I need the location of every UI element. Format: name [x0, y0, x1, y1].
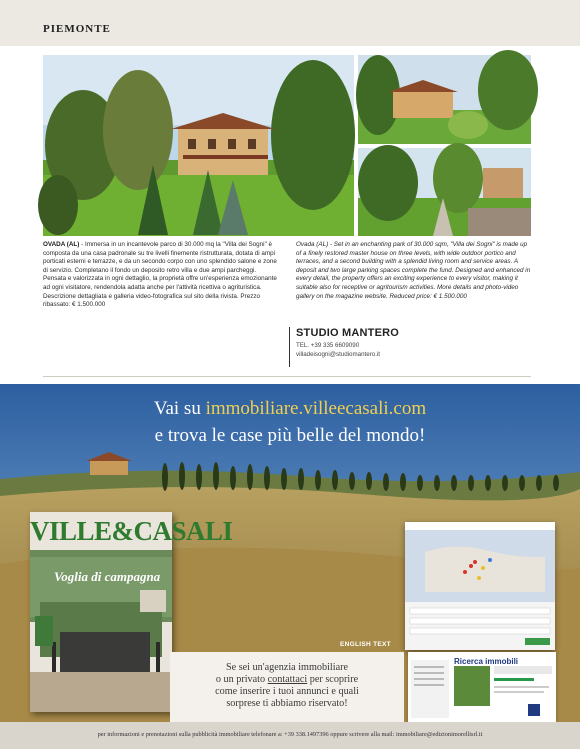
english-text-label: ENGLISH TEXT — [340, 641, 391, 648]
website-link[interactable]: immobiliare.villeecasali.com — [205, 398, 427, 419]
contact-line-2-post: per scoprire — [307, 674, 359, 685]
contact-link[interactable]: contattaci — [267, 674, 308, 685]
magazine-subtitle: Voglia di campagna — [54, 569, 161, 584]
magazine-cover — [30, 512, 233, 712]
listing-text-english: Ovada (AL) - Set in an enchanting park of 30.000 sqm, "Villa dei Sogni" is made up of a finely restored master house on three levels, with wide outdoor portico and terraces, and a second building with a splendid living room and service areas. A deposit and two large parking spaces complete the fund. Designed and enhanced in every detail, the property offers an exciting experience to every visitor, making it suitable also for receptive or agritourism activities. More details and photo-video gallery on the magazine website. Reduced price: € 1.500.000 — [296, 241, 531, 300]
footer-contact-text: per informazioni e prenotazioni sulla pubblicità immobiliare telefonare a: +39 338.1497396 oppure scrivere alla mail: immobiliare@edizionimorellisrl.it — [97, 731, 483, 738]
listing-body-it: - Immersa in un incantevole parco di 30.000 mq la "Villa dei Sogni" è composta da una casa padronale su tre livelli finemente ristrutturata, dotata di ampi porticati esterni e terrazze, e da un secondo corpo con uno splendido salone e zone di servizio. Completano il fondo un deposito retro villa e due ampi parcheggi. Pensata e valorizzata in ogni dettaglio, la proprietà offre un'esperienza emozionante ad ogni visitatore, rendendola adatta anche per l'attività ricettiva o agrituristica. Descrizione dettagliata e galleria video-fotografica sul sito della rivista. Prezzo ribassato: € 1.500.000 — [43, 241, 277, 309]
agency-divider — [289, 327, 290, 367]
listing-text-italian — [43, 241, 280, 310]
agency-name: STUDIO MANTERO — [296, 327, 400, 339]
contact-line-1: Se sei un'agenzia immobiliare — [225, 662, 349, 673]
ad-headline-prefix: Vai su — [153, 398, 206, 419]
section-divider — [43, 376, 531, 377]
section-title: PIEMONTE — [43, 23, 111, 35]
magazine-title: VILLE&CASALI — [30, 516, 233, 546]
contact-line-2-pre: o un privato — [215, 674, 268, 685]
agency-email[interactable]: villadeisogni@studiomantero.it — [296, 351, 381, 358]
agency-phone[interactable]: TEL. +39 335 6609090 — [296, 342, 360, 349]
ad-headline-2: e trova le case più belle del mondo! — [154, 425, 426, 446]
cypress-row — [160, 452, 580, 492]
phone-title: Ricerca immobili — [454, 657, 519, 666]
listing-location-it: OVADA (AL) — [43, 241, 80, 248]
website-screenshot — [405, 522, 555, 650]
villa-path-photo — [358, 148, 531, 236]
contact-line-4: sorprese ti abbiamo riservato! — [226, 698, 348, 709]
villa-main-photo — [43, 55, 354, 236]
villa-garden-photo — [358, 55, 531, 144]
ad-headline-1 — [0, 398, 580, 420]
contact-line-3: come inserire i tuoi annunci e quali — [215, 686, 359, 697]
contact-line-2 — [170, 674, 404, 686]
